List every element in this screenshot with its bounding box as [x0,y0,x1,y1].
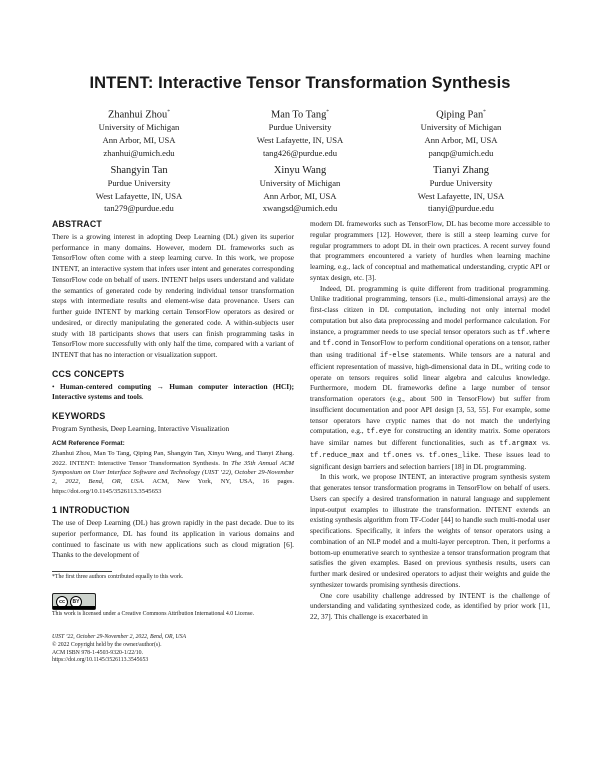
author-email[interactable]: tianyi@purdue.edu [428,203,494,214]
author-name: Xinyu Wang [273,165,327,176]
author-affiliation: University of Michigan [420,122,502,133]
author-name: Shangyin Tan [110,165,168,176]
abstract-text: There is a growing interest in adopting Deep Learning (DL) given its superior performance in many domains. However, modern DL frameworks such as TensorFlow often come with a steep learning curve. In this work, we propose INTENT, an interactive system that infers user intent and generates corresponding TensorFlow code on behalf of users. INTENT helps users understand and validate the semantics of generated code by rendering individual tensor transformation steps with intermediate results and element-wise data provenance. Users can further guide INTENT by marking certain TensorFlow operators as desired or undesired, or directly manipulating the generated code. A within-subjects user study with 18 participants shows that users can finish programming tasks in TensorFlow more successfully with only half the time, compared with a variant of INTENT that has no interaction or visualization support. [52,231,294,359]
footnote: *The first three authors contributed equally to this work. [52,574,184,580]
keywords-text: Program Synthesis, Deep Learning, Interactive Visualization [52,423,230,433]
ccs-text: • Human-centered computing → Human computer interaction (HCI); Interactive systems and tools. [52,381,294,402]
author-affiliation: Purdue University [429,178,493,188]
author-name: Qiping Pan* [436,109,486,121]
cc-by-license-icon[interactable] [52,593,96,610]
acm-reference-text: Zhanhui Zhou, Man To Tang, Qiping Pan, Shangyin Tan, Xinyu Wang, and Tianyi Zhang. 2022. INTENT: Interactive Tensor Transformation Synthesis. In The 35th Annual ACM Symposium on User Interface Software and Technology (UIST ’22), October 29-November 2, 2022, Bend, OR, USA. ACM, New York, NY, USA, 16 pages. https://doi.org/10.1145/3526113.3545653 [52,450,294,495]
footnote-rule [52,571,112,572]
left-column [52,219,294,561]
author-location: West Lafayette, IN, USA [256,135,344,146]
cc-logo-bar [53,606,95,609]
ccs-heading: CCS CONCEPTS [52,368,125,379]
author-email[interactable]: tan279@purdue.edu [104,203,174,214]
paragraph: Indeed, DL programming is quite different from traditional programming. Unlike traditional programming, tensors (i.e., multi-dimensional arrays) are the first-class citizen in DL computation, including not only internal model computation but also data preprocessing and model performance calculation. For instance, a programmer needs to use special tensor operators such as tf.where and tf.cond in TensorFlow to perform conditional operations on a tensor, rather than using traditional if-else statements. While tensors are a natural and efficient representation of massive, high-dimensional data in DL, writing code to operate on tensors requires solid linear algebra and calculus knowledge. Furthermore, modern DL frameworks define a large number of tensor transformation operators (e.g., about 500 in TensorFlow) but suffer from insufficient documentation and poor API design [3, 53, 55]. For example, some tensor operators have cryptic names that do not match the underlying computation, e.g., tf.eye for constructing an identity matrix. Some operators have similar names but different functionalities, such as tf.argmax vs. tf.reduce_max and tf.ones vs. tf.ones_like. These issues lead to significant design barriers and selection barriers [18] in DL programming. [310,283,551,471]
paper-title: INTENT: Interactive Tensor Transformation Synthesis [89,74,511,92]
author-name: Tianyi Zhang [433,165,489,176]
conference-info [52,634,294,665]
cc-icon: cc [56,596,68,608]
author-block [376,106,546,159]
author-affiliation: University of Michigan [259,178,341,188]
author-name: Zhanhui Zhou* [108,109,170,121]
author-affiliation: Purdue University [268,122,332,133]
doi-link[interactable]: https://doi.org/10.1145/3526113.3545653 [52,657,149,664]
abstract-heading: ABSTRACT [52,219,102,229]
paragraph: modern DL frameworks such as TensorFlow, DL has become more accessible to regular programmers [12]. However, there is still a steep learning curve for regular programmers to adopt DL in their own practices. A recent survey found that programmers encountered a variety of hurdles when learning machine learning, e.g., lack of conceptual and mathematical understanding, cryptic API or syntax design, etc. [3]. [310,219,550,282]
right-column [310,219,550,623]
author-location: West Lafayette, IN, USA [417,190,505,201]
author-email[interactable]: panqp@umich.edu [428,147,494,158]
author-location: West Lafayette, IN, USA [95,190,183,201]
author-location: Ann Arbor, MI, USA [263,190,337,201]
license-text: This work is licensed under a Creative Commons Attribution International 4.0 License. [52,611,255,617]
paragraph: In this work, we propose INTENT, an interactive program synthesis system that generates tensor transformation programs in TensorFlow on behalf of users. Users can specify a desired transformation in natural language and supplement input-output examples to illustrate the transformation. INTENT extends an existing synthesis algorithm from TF-Coder [44] to handle such multi-modal user specifications. Specifically, it infers the weights of tensor operators using a combination of an NLP model and a multi-layer perceptron. Then, it performs a bottom-up enumerative search to synthesize a tensor transformation program that satisfies the given examples. Based on previous synthesis results, users can further mark desired or undesired operators to adjust their weights and guide the synthesizer towards promising synthesis directions. [310,472,550,589]
isbn-line: ACM ISBN 978-1-4503-9320-1/22/10. [52,649,143,656]
author-location: Ann Arbor, MI, USA [102,135,176,146]
author-email[interactable]: zhanhui@umich.edu [103,147,175,158]
introduction-text: The use of Deep Learning (DL) has grown rapidly in the past decade. Due to its superior performance, DL has found its application in various domains and continued to fascinate us with new applications such as cloud migration [6]. Thanks to the development of [52,518,294,560]
author-block [215,106,385,159]
author-email[interactable]: tang426@purdue.edu [262,147,338,158]
author-email[interactable]: xwangsd@umich.edu [262,203,338,214]
paragraph: One core usability challenge addressed by INTENT is the challenge of understanding and validating synthesized code, as identified by prior work [11, 22, 37]. This challenge is exacerbated in [310,590,550,621]
author-name: Man To Tang* [270,109,330,121]
by-icon: BY [70,596,82,608]
introduction-heading: 1 INTRODUCTION [52,505,130,516]
author-block [54,164,224,215]
author-block [54,106,224,159]
copyright-line: © 2022 Copyright held by the owner/author(s). [52,641,162,648]
acm-reference-heading: ACM Reference Format: [52,439,125,447]
author-location: Ann Arbor, MI, USA [424,135,498,146]
author-affiliation: Purdue University [107,178,171,188]
author-affiliation: University of Michigan [98,122,180,133]
author-block [215,164,385,215]
author-block [376,164,546,215]
conference-venue: UIST ’22, October 29-November 2, 2022, Bend, OR, USA [52,634,187,640]
keywords-heading: KEYWORDS [52,411,106,421]
